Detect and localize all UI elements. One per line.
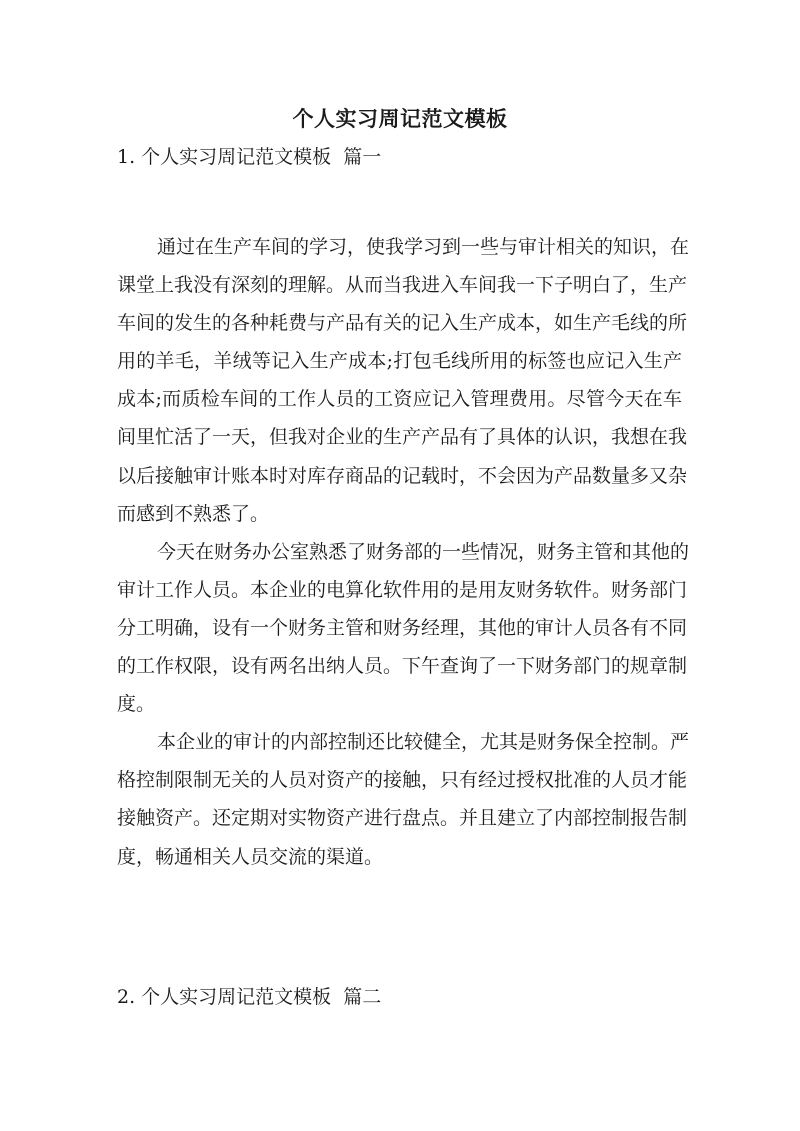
text-line: 今天在财务办公室熟悉了财务部的一些情况，财务主管和其他的 (157, 540, 690, 563)
paragraph-3 (117, 723, 690, 875)
paragraph-2 (117, 533, 690, 723)
paragraph-1 (117, 228, 690, 533)
text-line: 间里忙活了一天，但我对企业的生产产品有了具体的认识，我想在我 (117, 426, 688, 449)
text-line: 以后接触审计账本时对库存商品的记载时，不会因为产品数量多又杂 (117, 464, 688, 487)
section-heading-2: 2. 个人实习周记范文模板 篇二 (117, 986, 382, 1008)
text-line: 课堂上我没有深刻的理解。从而当我进入车间我一下子明白了，生产 (117, 274, 688, 297)
text-line: 通过在生产车间的学习，使我学习到一些与审计相关的知识，在 (157, 236, 690, 258)
text-line: 审计工作人员。本企业的电算化软件用的是用友财务软件。财务部门 (117, 578, 688, 601)
section-heading-1: 1. 个人实习周记范文模板 篇一 (117, 146, 382, 168)
text-line: 度。 (117, 693, 156, 716)
document-title: 个人实习周记范文模板 (292, 106, 508, 131)
text-line: 格控制限制无关的人员对资产的接触，只有经过授权批准的人员才能 (117, 769, 688, 792)
text-line: 分工明确，设有一个财务主管和财务经理，其他的审计人员各有不同 (117, 616, 688, 639)
text-line: 的工作权限，设有两名出纳人员。下午查询了一下财务部门的规章制 (117, 655, 688, 678)
text-line: 用的羊毛，羊绒等记入生产成本;打包毛线所用的标签也应记入生产 (117, 350, 682, 373)
text-line: 成本;而质检车间的工作人员的工资应记入管理费用。尽管今天在车 (117, 388, 682, 411)
section-1-body (117, 228, 690, 876)
text-line: 而感到不熟悉了。 (117, 502, 270, 525)
text-line: 本企业的审计的内部控制还比较健全，尤其是财务保全控制。严 (157, 731, 690, 754)
text-line: 度，畅通相关人员交流的渠道。 (117, 845, 384, 868)
text-line: 接触资产。还定期对实物资产进行盘点。并且建立了内部控制报告制 (117, 807, 688, 830)
text-line: 车间的发生的各种耗费与产品有关的记入生产成本，如生产毛线的所 (117, 312, 688, 335)
